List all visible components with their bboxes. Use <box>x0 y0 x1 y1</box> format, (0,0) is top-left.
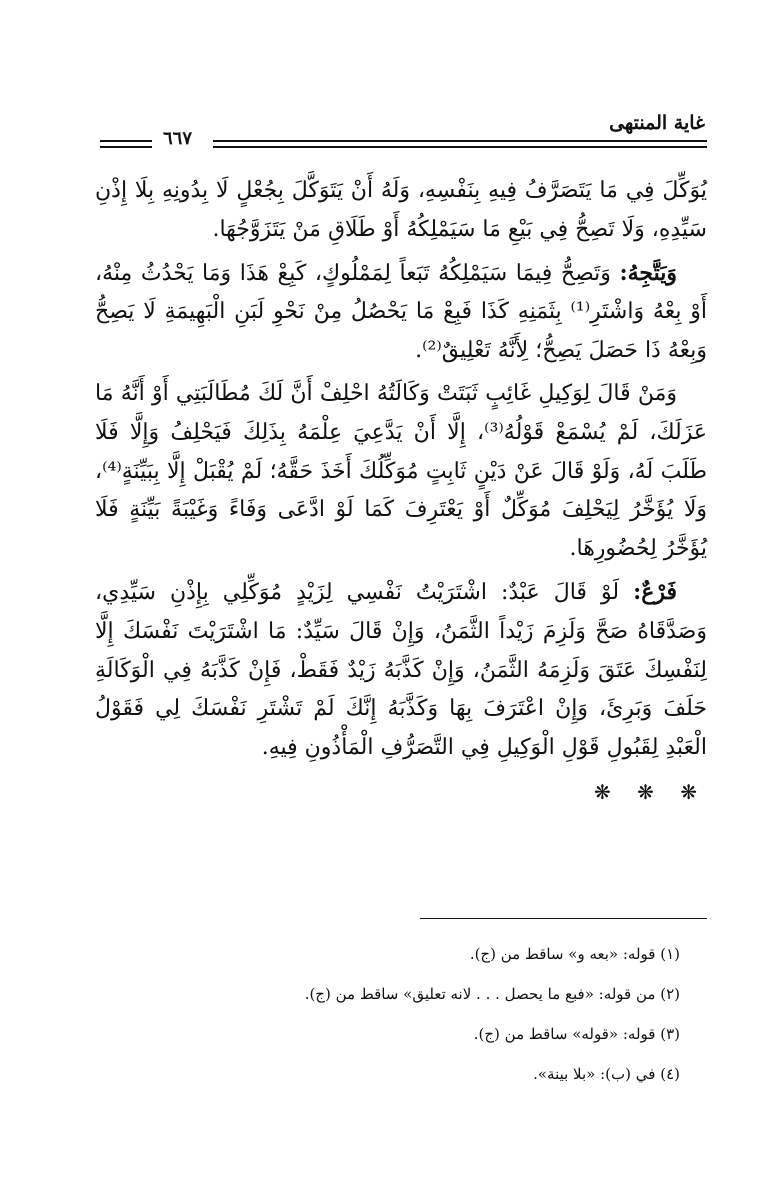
paragraph-2-text: وَتَصِحُّ فِيمَا سَيَمْلِكُهُ تَبَعاً لِمَمْلُوكٍ، كَبِعْ هَذَا وَمَا يَحْدُثُ مِنْهُ، أَوْ بِعْهُ وَاشْتَرِ⁽¹⁾ بِثَمَنِهِ كَذَا فَبِعْ مَا يَحْصُلُ مِنْ نَحْوِ لَبَنِ الْبَهِيمَةِ لَا يَصِحُّ وَبِعْهُ ذَا حَصَلَ يَصِحُّ؛ لِأَنَّهُ تَعْلِيقٌ⁽²⁾. <box>95 260 707 364</box>
header-rule-short-bottom <box>100 146 152 148</box>
paragraph-4-lead: فَرْعٌ: <box>633 578 677 605</box>
header-rule-long-bottom <box>213 146 707 148</box>
footnote-4: (٤) في (ب): «بلا بينة». <box>533 1065 680 1083</box>
section-separator: ❋ ❋ ❋ <box>594 779 707 804</box>
footnote-1: (١) قوله: «بعه و» ساقط من (ج). <box>469 945 680 963</box>
paragraph-3 <box>95 375 707 569</box>
paragraph-2-lead: وَيَتَّجِهُ: <box>619 259 677 286</box>
main-text <box>95 172 707 814</box>
footnote-rule <box>420 918 707 919</box>
header-rule-short-top <box>100 140 152 142</box>
paragraph-2 <box>95 254 707 371</box>
header-rule-long-top <box>213 140 707 142</box>
footnote-3: (٣) قوله: «قوله» ساقط من (ج). <box>473 1025 680 1043</box>
paragraph-4 <box>95 573 707 768</box>
paragraph-3-text: وَمَنْ قَالَ لِوَكِيلِ غَائِبٍ ثَبَتَتْ وَكَالَتُهُ احْلِفْ أَنَّ لَكَ مُطَالَبَتِي أَوْ أَنَّهُ مَا عَزَلَكَ، لَمْ يُسْمَعْ قَوْلُهُ⁽³⁾، إِلَّا أَنْ يَدَّعِيَ عِلْمَهُ بِذَلِكَ فَيَحْلِفُ وَإِلَّا فَلَا طَلَبَ لَهُ، وَلَوْ قَالَ عَنْ دَيْنٍ ثَابِتٍ مُوَكِّلُكَ أَخَذَ حَقَّهُ؛ لَمْ يُقْبَلْ إِلَّا بِبَيِّنَةٍ⁽⁴⁾، وَلَا يُؤَخَّرُ لِيَحْلِفَ مُوَكِّلٌ أَوْ يَعْتَرِفَ كَمَا لَوْ ادَّعَى وَفَاءً وَغَيْبَةً بَيِّنَةٍ فَلَا يُؤَخَّرُ لِحُضُورِهَا. <box>95 380 707 562</box>
page-number: ٦٦٧ <box>163 128 193 149</box>
footnotes <box>95 934 680 1094</box>
paragraph-1 <box>95 172 707 250</box>
paragraph-1-text: يُوَكِّلَ فِي مَا يَتَصَرَّفُ فِيهِ بِنَفْسِهِ، وَلَهُ أَنْ يَتَوَكَّلَ بِجُعْلٍ لَا بِدُونِهِ بِلَا إِذْنِ سَيِّدِهِ، وَلَا تَصِحُّ فِي بَيْعِ مَا سَيَمْلِكُهُ أَوْ طَلَاقِ مَنْ يَتَزَوَّجُهَا. <box>95 178 707 242</box>
running-title: غاية المنتهى <box>609 112 705 134</box>
paragraph-4-text: لَوْ قَالَ عَبْدٌ: اشْتَرَيْتُ نَفْسِي لِزَيْدٍ مُوَكِّلِي بِإِذْنِ سَيِّدِي، وَصَدَّقَاهُ صَحَّ وَلَزِمَ زَيْداً الثَّمَنُ، وَإِنْ قَالَ سَيِّدٌ: مَا اشْتَرَيْتَ نَفْسَكَ إِلَّا لِنَفْسِكَ عَتَقَ وَلَزِمَهُ الثَّمَنُ، وَإِنْ كَذَّبَهُ زَيْدٌ فَقَطْ، فَإِنْ كَذَّبَهُ فِي الْوَكَالَةِ حَلَفَ وَبَرِئَ، وَإِنْ اعْتَرَفَ بِهَا وَكَذَّبَهُ إِنَّكَ لَمْ تَشْتَرِ نَفْسَكَ لِي فَقَوْلُ الْعَبْدِ لِقَبُولِ قَوْلِ الْوَكِيلِ فِي التَّصَرُّفِ الْمَأْذُونِ فِيهِ. <box>95 579 707 761</box>
footnote-2: (٢) من قوله: «فبع ما يحصل . . . لانه تعليق» ساقط من (ج). <box>304 985 680 1003</box>
